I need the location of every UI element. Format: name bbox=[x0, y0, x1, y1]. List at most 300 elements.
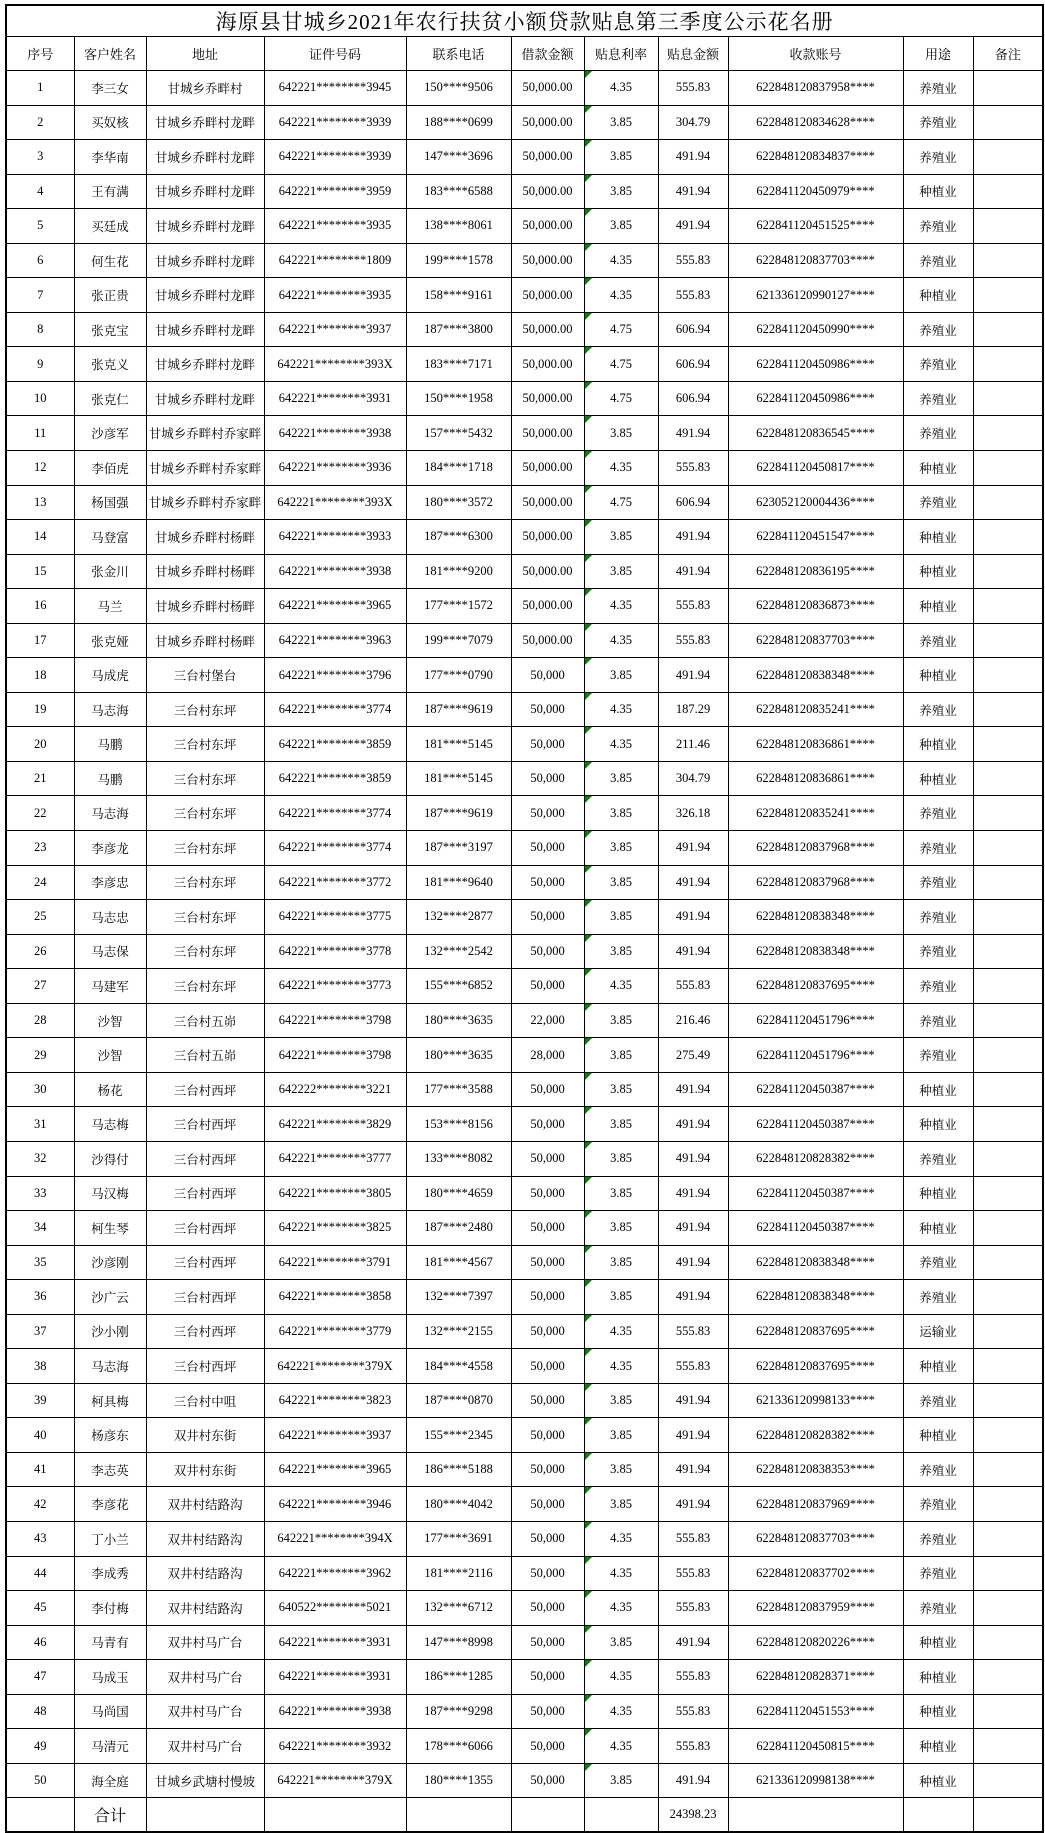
cell-remark bbox=[973, 554, 1043, 589]
cell-account: 622841120451547**** bbox=[728, 520, 903, 555]
error-marker-icon bbox=[585, 106, 592, 113]
error-marker-icon bbox=[585, 1315, 592, 1322]
cell-account: 622841120450815**** bbox=[728, 1729, 903, 1764]
cell-phone: 183****7171 bbox=[406, 347, 511, 382]
cell-account: 622848120837695**** bbox=[728, 1314, 903, 1349]
cell-loan-amount: 50,000 bbox=[511, 1521, 584, 1556]
table-row bbox=[6, 589, 1043, 624]
cell-id-number: 642221********3858 bbox=[264, 1280, 406, 1315]
cell-subsidy-amount: 606.94 bbox=[658, 485, 728, 520]
cell-rate: 3.85 bbox=[584, 520, 658, 555]
cell-id-number: 642221********3933 bbox=[264, 520, 406, 555]
cell-loan-amount: 50,000.00 bbox=[511, 623, 584, 658]
cell-rate: 4.35 bbox=[584, 1349, 658, 1384]
cell-index: 2 bbox=[6, 105, 74, 140]
cell-rate: 3.85 bbox=[584, 658, 658, 693]
cell-index: 13 bbox=[6, 485, 74, 520]
cell-address: 三台村五峁 bbox=[146, 1038, 264, 1073]
cell-phone: 181****5145 bbox=[406, 727, 511, 762]
table-row bbox=[6, 71, 1043, 106]
table-row bbox=[6, 243, 1043, 278]
error-marker-icon bbox=[585, 209, 592, 216]
cell-loan-amount: 50,000 bbox=[511, 1763, 584, 1798]
cell-purpose: 养殖业 bbox=[903, 1003, 973, 1038]
cell-rate: 3.85 bbox=[584, 934, 658, 969]
cell-address: 三台村五峁 bbox=[146, 1003, 264, 1038]
cell-purpose: 种植业 bbox=[903, 554, 973, 589]
cell-purpose: 种植业 bbox=[903, 1660, 973, 1695]
cell-remark bbox=[973, 140, 1043, 175]
cell-remark bbox=[973, 623, 1043, 658]
table-row bbox=[6, 140, 1043, 175]
cell-name: 张克义 bbox=[74, 347, 146, 382]
cell-index: 1 bbox=[6, 71, 74, 106]
cell-purpose: 养殖业 bbox=[903, 1141, 973, 1176]
cell-account: 622848120838353**** bbox=[728, 1452, 903, 1487]
cell-name: 马兰 bbox=[74, 589, 146, 624]
cell-index: 48 bbox=[6, 1694, 74, 1729]
cell-phone: 155****6852 bbox=[406, 969, 511, 1004]
error-marker-icon bbox=[585, 1384, 592, 1391]
roster-table bbox=[5, 4, 1044, 1833]
cell-loan-amount: 50,000 bbox=[511, 1245, 584, 1280]
cell-id-number: 642221********3775 bbox=[264, 900, 406, 935]
cell-purpose: 种植业 bbox=[903, 1107, 973, 1142]
cell-address: 三台村东坪 bbox=[146, 727, 264, 762]
cell-subsidy-amount: 555.83 bbox=[658, 1660, 728, 1695]
cell-phone: 184****4558 bbox=[406, 1349, 511, 1384]
cell-purpose: 养殖业 bbox=[903, 796, 973, 831]
cell-id-number: 642221********3931 bbox=[264, 381, 406, 416]
cell-purpose: 种植业 bbox=[903, 1763, 973, 1798]
cell-id-number: 642221********393X bbox=[264, 347, 406, 382]
table-row bbox=[6, 761, 1043, 796]
cell-rate: 3.85 bbox=[584, 796, 658, 831]
cell-subsidy-amount: 491.94 bbox=[658, 209, 728, 244]
cell-purpose: 养殖业 bbox=[903, 969, 973, 1004]
error-marker-icon bbox=[585, 278, 592, 285]
cell-account: 622848120836861**** bbox=[728, 761, 903, 796]
cell-remark bbox=[973, 416, 1043, 451]
cell-purpose: 养殖业 bbox=[903, 381, 973, 416]
cell-subsidy-amount: 555.83 bbox=[658, 1591, 728, 1626]
cell-rate: 3.85 bbox=[584, 554, 658, 589]
table-row bbox=[6, 692, 1043, 727]
table-row bbox=[6, 831, 1043, 866]
error-marker-icon bbox=[585, 900, 592, 907]
cell-rate: 3.85 bbox=[584, 1763, 658, 1798]
cell-index: 44 bbox=[6, 1556, 74, 1591]
error-marker-icon bbox=[585, 1626, 592, 1633]
cell-address: 三台村西坪 bbox=[146, 1072, 264, 1107]
error-marker-icon bbox=[585, 175, 592, 182]
column-header-purpose: 用途 bbox=[903, 37, 973, 71]
table-row bbox=[6, 796, 1043, 831]
cell-remark bbox=[973, 796, 1043, 831]
error-marker-icon bbox=[585, 1418, 592, 1425]
cell-id-number: 642221********3805 bbox=[264, 1176, 406, 1211]
cell-loan-amount: 50,000.00 bbox=[511, 278, 584, 313]
cell-name: 马建军 bbox=[74, 969, 146, 1004]
cell-index: 15 bbox=[6, 554, 74, 589]
cell-loan-amount: 50,000 bbox=[511, 1694, 584, 1729]
cell-name: 李付梅 bbox=[74, 1591, 146, 1626]
column-header-subsidy-amount: 贴息金额 bbox=[658, 37, 728, 71]
cell-name: 马志海 bbox=[74, 796, 146, 831]
cell-loan-amount: 50,000.00 bbox=[511, 209, 584, 244]
cell-subsidy-amount: 555.83 bbox=[658, 1694, 728, 1729]
cell-rate: 4.35 bbox=[584, 451, 658, 486]
cell-rate: 3.85 bbox=[584, 1072, 658, 1107]
cell-loan-amount: 50,000 bbox=[511, 796, 584, 831]
cell-rate: 4.35 bbox=[584, 278, 658, 313]
cell-subsidy-amount: 606.94 bbox=[658, 312, 728, 347]
cell-index: 20 bbox=[6, 727, 74, 762]
cell-purpose: 种植业 bbox=[903, 278, 973, 313]
cell-index: 23 bbox=[6, 831, 74, 866]
cell-name: 马登富 bbox=[74, 520, 146, 555]
cell-index: 11 bbox=[6, 416, 74, 451]
cell-rate: 4.35 bbox=[584, 1729, 658, 1764]
cell-phone: 199****1578 bbox=[406, 243, 511, 278]
cell-loan-amount: 50,000 bbox=[511, 1176, 584, 1211]
error-marker-icon bbox=[585, 624, 592, 631]
cell-address: 三台村东坪 bbox=[146, 831, 264, 866]
error-marker-icon bbox=[585, 382, 592, 389]
cell-account: 623052120004436**** bbox=[728, 485, 903, 520]
cell-loan-amount: 50,000 bbox=[511, 1349, 584, 1384]
cell-id-number: 640522********5021 bbox=[264, 1591, 406, 1626]
total-empty-id bbox=[264, 1798, 406, 1833]
table-row bbox=[6, 1660, 1043, 1695]
cell-id-number: 642221********3779 bbox=[264, 1314, 406, 1349]
cell-index: 14 bbox=[6, 520, 74, 555]
cell-address: 甘城乡乔畔村龙畔 bbox=[146, 381, 264, 416]
cell-id-number: 642221********3825 bbox=[264, 1211, 406, 1246]
cell-address: 甘城乡乔畔村杨畔 bbox=[146, 554, 264, 589]
cell-subsidy-amount: 491.94 bbox=[658, 520, 728, 555]
cell-name: 丁小兰 bbox=[74, 1521, 146, 1556]
cell-subsidy-amount: 491.94 bbox=[658, 1176, 728, 1211]
cell-loan-amount: 50,000 bbox=[511, 1418, 584, 1453]
cell-purpose: 养殖业 bbox=[903, 416, 973, 451]
cell-subsidy-amount: 491.94 bbox=[658, 1418, 728, 1453]
cell-index: 31 bbox=[6, 1107, 74, 1142]
cell-name: 沙广云 bbox=[74, 1280, 146, 1315]
cell-rate: 3.85 bbox=[584, 174, 658, 209]
cell-purpose: 种植业 bbox=[903, 1349, 973, 1384]
error-marker-icon bbox=[585, 520, 592, 527]
error-marker-icon bbox=[585, 1453, 592, 1460]
error-marker-icon bbox=[585, 1073, 592, 1080]
cell-address: 双井村结路沟 bbox=[146, 1556, 264, 1591]
cell-rate: 3.85 bbox=[584, 1038, 658, 1073]
cell-address: 三台村东坪 bbox=[146, 761, 264, 796]
error-marker-icon bbox=[585, 1038, 592, 1045]
cell-subsidy-amount: 491.94 bbox=[658, 174, 728, 209]
cell-phone: 178****6066 bbox=[406, 1729, 511, 1764]
cell-purpose: 养殖业 bbox=[903, 900, 973, 935]
cell-remark bbox=[973, 451, 1043, 486]
cell-id-number: 642221********3962 bbox=[264, 1556, 406, 1591]
cell-name: 张克宝 bbox=[74, 312, 146, 347]
cell-phone: 147****8998 bbox=[406, 1625, 511, 1660]
error-marker-icon bbox=[585, 486, 592, 493]
cell-index: 41 bbox=[6, 1452, 74, 1487]
cell-address: 三台村西坪 bbox=[146, 1107, 264, 1142]
cell-account: 622848120837968**** bbox=[728, 865, 903, 900]
cell-subsidy-amount: 555.83 bbox=[658, 623, 728, 658]
cell-name: 张克娅 bbox=[74, 623, 146, 658]
cell-subsidy-amount: 491.94 bbox=[658, 865, 728, 900]
cell-purpose: 种植业 bbox=[903, 658, 973, 693]
cell-remark bbox=[973, 1763, 1043, 1798]
cell-name: 沙小刚 bbox=[74, 1314, 146, 1349]
cell-purpose: 养殖业 bbox=[903, 1521, 973, 1556]
cell-phone: 133****8082 bbox=[406, 1141, 511, 1176]
table-row bbox=[6, 623, 1043, 658]
error-marker-icon bbox=[585, 416, 592, 423]
cell-remark bbox=[973, 312, 1043, 347]
table-row bbox=[6, 174, 1043, 209]
table-row bbox=[6, 1072, 1043, 1107]
cell-loan-amount: 50,000 bbox=[511, 1487, 584, 1522]
table-row bbox=[6, 485, 1043, 520]
total-empty-rate bbox=[584, 1798, 658, 1833]
cell-id-number: 642221********3965 bbox=[264, 1452, 406, 1487]
table-row bbox=[6, 1591, 1043, 1626]
cell-index: 19 bbox=[6, 692, 74, 727]
cell-index: 17 bbox=[6, 623, 74, 658]
cell-rate: 3.85 bbox=[584, 140, 658, 175]
cell-id-number: 642221********3937 bbox=[264, 1418, 406, 1453]
cell-purpose: 养殖业 bbox=[903, 831, 973, 866]
total-subsidy-amount: 24398.23 bbox=[658, 1798, 728, 1833]
cell-account: 622841120451796**** bbox=[728, 1003, 903, 1038]
cell-name: 马鹏 bbox=[74, 727, 146, 762]
cell-index: 24 bbox=[6, 865, 74, 900]
cell-name: 沙智 bbox=[74, 1003, 146, 1038]
cell-account: 622848120835241**** bbox=[728, 692, 903, 727]
cell-subsidy-amount: 555.83 bbox=[658, 1521, 728, 1556]
cell-rate: 3.85 bbox=[584, 209, 658, 244]
cell-id-number: 642221********3965 bbox=[264, 589, 406, 624]
cell-loan-amount: 50,000.00 bbox=[511, 347, 584, 382]
cell-address: 甘城乡乔畔村龙畔 bbox=[146, 174, 264, 209]
cell-loan-amount: 50,000 bbox=[511, 1556, 584, 1591]
cell-address: 双井村结路沟 bbox=[146, 1591, 264, 1626]
cell-address: 双井村东街 bbox=[146, 1418, 264, 1453]
cell-rate: 4.35 bbox=[584, 71, 658, 106]
cell-account: 622848120836545**** bbox=[728, 416, 903, 451]
cell-subsidy-amount: 491.94 bbox=[658, 1072, 728, 1107]
cell-id-number: 642221********3791 bbox=[264, 1245, 406, 1280]
table-row bbox=[6, 1625, 1043, 1660]
cell-phone: 188****0699 bbox=[406, 105, 511, 140]
cell-loan-amount: 50,000.00 bbox=[511, 451, 584, 486]
cell-address: 三台村堡台 bbox=[146, 658, 264, 693]
cell-id-number: 642221********3774 bbox=[264, 831, 406, 866]
cell-phone: 181****9200 bbox=[406, 554, 511, 589]
cell-subsidy-amount: 491.94 bbox=[658, 140, 728, 175]
cell-rate: 4.35 bbox=[584, 1694, 658, 1729]
cell-id-number: 642221********3931 bbox=[264, 1660, 406, 1695]
cell-phone: 132****6712 bbox=[406, 1591, 511, 1626]
cell-phone: 180****3572 bbox=[406, 485, 511, 520]
cell-purpose: 种植业 bbox=[903, 1176, 973, 1211]
cell-name: 马尚国 bbox=[74, 1694, 146, 1729]
cell-loan-amount: 50,000 bbox=[511, 761, 584, 796]
cell-id-number: 642221********3939 bbox=[264, 140, 406, 175]
table-row bbox=[6, 658, 1043, 693]
cell-loan-amount: 50,000 bbox=[511, 865, 584, 900]
cell-loan-amount: 50,000 bbox=[511, 1314, 584, 1349]
cell-purpose: 种植业 bbox=[903, 589, 973, 624]
cell-account: 622848120836195**** bbox=[728, 554, 903, 589]
cell-address: 双井村马广台 bbox=[146, 1625, 264, 1660]
cell-account: 622841120450387**** bbox=[728, 1072, 903, 1107]
error-marker-icon bbox=[585, 866, 592, 873]
cell-account: 622841120450979**** bbox=[728, 174, 903, 209]
cell-remark bbox=[973, 1107, 1043, 1142]
cell-id-number: 642221********3859 bbox=[264, 761, 406, 796]
table-row bbox=[6, 381, 1043, 416]
table-row bbox=[6, 1452, 1043, 1487]
cell-subsidy-amount: 491.94 bbox=[658, 1280, 728, 1315]
cell-loan-amount: 50,000.00 bbox=[511, 140, 584, 175]
cell-name: 马成玉 bbox=[74, 1660, 146, 1695]
cell-subsidy-amount: 491.94 bbox=[658, 1487, 728, 1522]
error-marker-icon bbox=[585, 451, 592, 458]
cell-phone: 187****9298 bbox=[406, 1694, 511, 1729]
cell-purpose: 养殖业 bbox=[903, 312, 973, 347]
cell-name: 马志梅 bbox=[74, 1107, 146, 1142]
cell-rate: 4.35 bbox=[584, 692, 658, 727]
column-header-account: 收款账号 bbox=[728, 37, 903, 71]
cell-remark bbox=[973, 278, 1043, 313]
cell-account: 622848120837695**** bbox=[728, 969, 903, 1004]
cell-remark bbox=[973, 243, 1043, 278]
cell-loan-amount: 50,000 bbox=[511, 1729, 584, 1764]
cell-address: 甘城乡乔畔村龙畔 bbox=[146, 140, 264, 175]
cell-loan-amount: 50,000 bbox=[511, 969, 584, 1004]
cell-phone: 177****1572 bbox=[406, 589, 511, 624]
cell-rate: 4.35 bbox=[584, 1314, 658, 1349]
cell-rate: 4.75 bbox=[584, 312, 658, 347]
cell-name: 李佰虎 bbox=[74, 451, 146, 486]
cell-loan-amount: 50,000 bbox=[511, 831, 584, 866]
cell-remark bbox=[973, 1280, 1043, 1315]
table-row bbox=[6, 1418, 1043, 1453]
cell-purpose: 种植业 bbox=[903, 761, 973, 796]
cell-account: 622848120837959**** bbox=[728, 1591, 903, 1626]
cell-rate: 4.35 bbox=[584, 727, 658, 762]
cell-address: 甘城乡乔畔村龙畔 bbox=[146, 312, 264, 347]
cell-subsidy-amount: 555.83 bbox=[658, 969, 728, 1004]
cell-remark bbox=[973, 1694, 1043, 1729]
cell-index: 21 bbox=[6, 761, 74, 796]
cell-rate: 4.35 bbox=[584, 589, 658, 624]
total-empty-account bbox=[728, 1798, 903, 1833]
cell-id-number: 642221********3935 bbox=[264, 209, 406, 244]
cell-phone: 183****6588 bbox=[406, 174, 511, 209]
cell-name: 李志英 bbox=[74, 1452, 146, 1487]
cell-purpose: 养殖业 bbox=[903, 209, 973, 244]
cell-address: 甘城乡乔畔村乔家畔 bbox=[146, 416, 264, 451]
table-row bbox=[6, 969, 1043, 1004]
cell-phone: 177****0790 bbox=[406, 658, 511, 693]
cell-name: 马汉梅 bbox=[74, 1176, 146, 1211]
cell-rate: 3.85 bbox=[584, 416, 658, 451]
cell-address: 三台村东坪 bbox=[146, 865, 264, 900]
cell-remark bbox=[973, 589, 1043, 624]
cell-loan-amount: 50,000.00 bbox=[511, 485, 584, 520]
cell-rate: 3.85 bbox=[584, 1383, 658, 1418]
cell-name: 何生花 bbox=[74, 243, 146, 278]
cell-rate: 3.85 bbox=[584, 1625, 658, 1660]
cell-remark bbox=[973, 1141, 1043, 1176]
total-empty-address bbox=[146, 1798, 264, 1833]
cell-loan-amount: 50,000 bbox=[511, 1107, 584, 1142]
cell-rate: 3.85 bbox=[584, 1176, 658, 1211]
cell-index: 47 bbox=[6, 1660, 74, 1695]
cell-purpose: 种植业 bbox=[903, 1211, 973, 1246]
cell-remark bbox=[973, 727, 1043, 762]
cell-address: 甘城乡乔畔村杨畔 bbox=[146, 520, 264, 555]
cell-remark bbox=[973, 1003, 1043, 1038]
cell-remark bbox=[973, 1729, 1043, 1764]
column-header-remark: 备注 bbox=[973, 37, 1043, 71]
column-header-phone: 联系电话 bbox=[406, 37, 511, 71]
cell-purpose: 养殖业 bbox=[903, 1038, 973, 1073]
cell-account: 622848120838348**** bbox=[728, 1280, 903, 1315]
cell-loan-amount: 50,000 bbox=[511, 1591, 584, 1626]
cell-id-number: 642221********3935 bbox=[264, 278, 406, 313]
cell-purpose: 养殖业 bbox=[903, 140, 973, 175]
error-marker-icon bbox=[585, 1004, 592, 1011]
cell-index: 29 bbox=[6, 1038, 74, 1073]
cell-subsidy-amount: 555.83 bbox=[658, 451, 728, 486]
cell-subsidy-amount: 304.79 bbox=[658, 105, 728, 140]
cell-index: 16 bbox=[6, 589, 74, 624]
error-marker-icon bbox=[585, 658, 592, 665]
total-empty-phone bbox=[406, 1798, 511, 1833]
cell-address: 三台村东坪 bbox=[146, 796, 264, 831]
cell-loan-amount: 50,000 bbox=[511, 1625, 584, 1660]
cell-id-number: 642221********3798 bbox=[264, 1038, 406, 1073]
error-marker-icon bbox=[585, 71, 592, 78]
cell-address: 双井村结路沟 bbox=[146, 1521, 264, 1556]
cell-index: 30 bbox=[6, 1072, 74, 1107]
cell-id-number: 642221********3937 bbox=[264, 312, 406, 347]
cell-subsidy-amount: 555.83 bbox=[658, 1314, 728, 1349]
cell-id-number: 642221********3939 bbox=[264, 105, 406, 140]
cell-purpose: 养殖业 bbox=[903, 243, 973, 278]
cell-remark bbox=[973, 485, 1043, 520]
cell-subsidy-amount: 491.94 bbox=[658, 1245, 728, 1280]
cell-name: 沙智 bbox=[74, 1038, 146, 1073]
error-marker-icon bbox=[585, 555, 592, 562]
cell-id-number: 642221********3963 bbox=[264, 623, 406, 658]
cell-subsidy-amount: 606.94 bbox=[658, 347, 728, 382]
cell-remark bbox=[973, 969, 1043, 1004]
cell-phone: 157****5432 bbox=[406, 416, 511, 451]
cell-account: 622848120836861**** bbox=[728, 727, 903, 762]
cell-remark bbox=[973, 658, 1043, 693]
cell-account: 622848120838348**** bbox=[728, 900, 903, 935]
cell-phone: 132****7397 bbox=[406, 1280, 511, 1315]
cell-loan-amount: 50,000.00 bbox=[511, 416, 584, 451]
